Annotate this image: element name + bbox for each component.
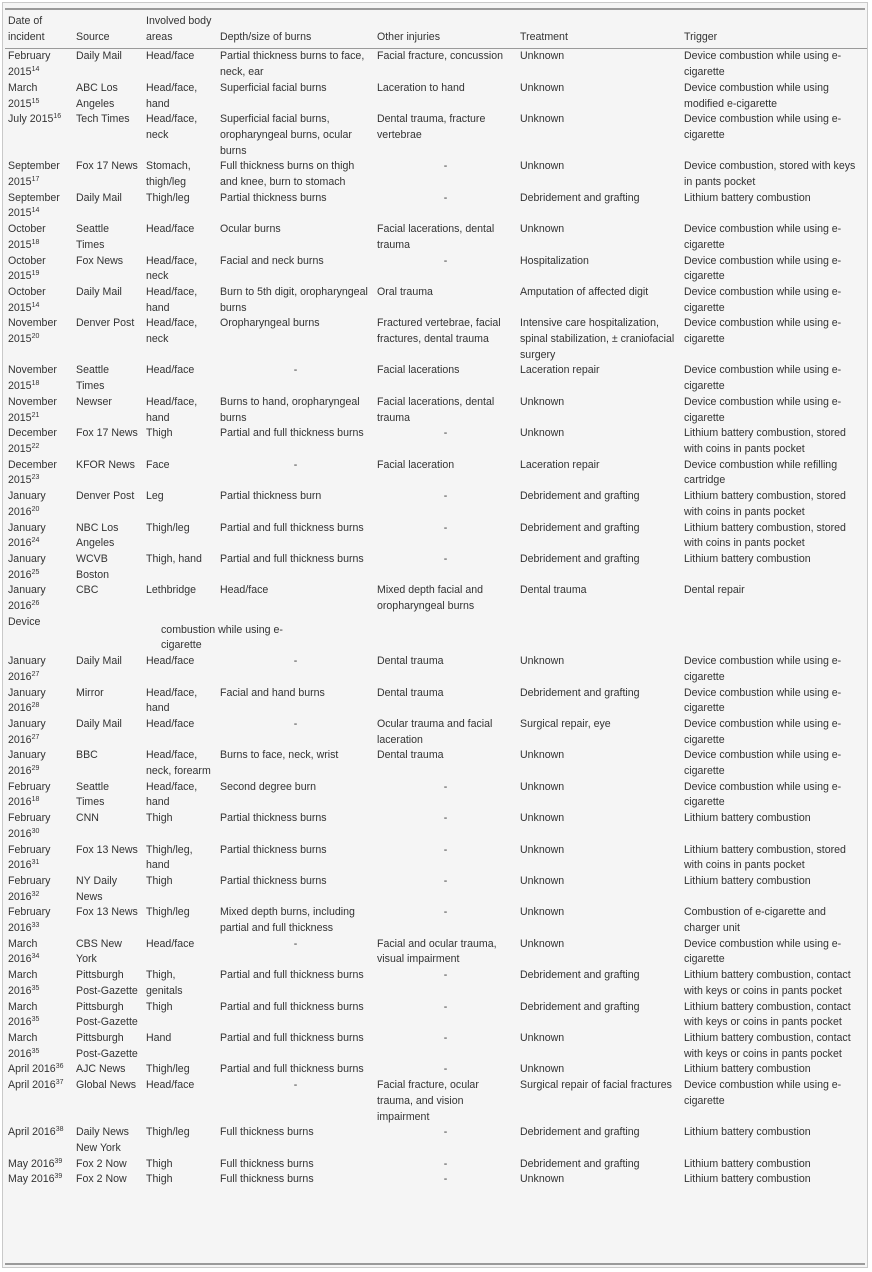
cell-source: CBC: [76, 584, 99, 597]
table-row: [5, 583, 867, 614]
cell-date: July 2015$^{16}$: [8, 113, 62, 126]
table-row: [5, 843, 867, 874]
cell-date: February 2016$^{30}$: [8, 812, 51, 840]
cell-burns: Partial thickness burns: [220, 191, 327, 204]
cell-source: Denver Post: [76, 490, 135, 503]
cell-date: May 2016$^{39}$: [8, 1173, 63, 1186]
cell-treatment: Debridement and grafting: [520, 552, 640, 565]
cell-burns: Full thickness burns: [220, 1126, 314, 1139]
cell-body-areas: Head/face, hand: [146, 780, 198, 809]
table-row: [5, 780, 867, 811]
cell-trigger: Lithium battery combustion: [684, 1173, 811, 1186]
table-row-continuation: [5, 615, 867, 654]
cell-burns: -: [293, 458, 298, 471]
cell-treatment: Surgical repair, eye: [520, 717, 611, 730]
cell-source: Fox 2 Now: [76, 1173, 127, 1186]
table-row: [5, 1062, 867, 1078]
table-body-a: [5, 49, 867, 583]
cell-trigger: Lithium battery combustion: [684, 874, 811, 887]
cell-body-areas: Head/face: [146, 655, 195, 668]
cell-other-injuries: Facial lacerations, dental trauma: [377, 223, 495, 251]
cell-date: February 2015$^{14}$: [8, 50, 51, 79]
cell-trigger: Device combustion while using e-cigarette: [684, 717, 842, 746]
table-container: [5, 8, 865, 1265]
cell-treatment: Debridement and grafting: [520, 969, 640, 982]
cell-treatment: Amputation of affected digit: [520, 285, 649, 298]
cell-other-injuries: -: [443, 1157, 448, 1170]
table-row: [5, 191, 867, 222]
cell-burns: Oropharyngeal burns: [220, 317, 320, 330]
cell-body-areas: Head/face, neck: [146, 317, 198, 346]
cell-burns: Partial thickness burns: [220, 812, 327, 825]
cell-trigger: Device combustion, stored with keys in pants pocket: [684, 160, 856, 189]
cell-burns: -: [293, 655, 298, 668]
cell-burns: Partial thickness burns: [220, 843, 327, 856]
cell-other-injuries: Dental trauma: [377, 686, 444, 699]
cell-date: March 2016$^{35}$: [8, 1032, 40, 1060]
cell-other-injuries: Fractured vertebrae, facial fractures, dental trauma: [377, 317, 501, 346]
cell-treatment: Unknown: [520, 906, 565, 919]
cell-treatment: Unknown: [520, 749, 565, 762]
cell-burns: -: [293, 717, 298, 730]
cell-source: ABC Los Angeles: [76, 81, 118, 110]
table-row: [5, 81, 867, 112]
cell-burns: Burn to 5th digit, oropharyngeal burns: [220, 285, 368, 314]
cell-source: Daily Mail: [76, 717, 122, 730]
cell-other-injuries: -: [443, 490, 448, 503]
cell-body-areas: Head/face: [146, 50, 195, 63]
cell-date: March 2016$^{35}$: [8, 1000, 40, 1029]
cell-trigger: Device combustion while using e-cigarette: [684, 1079, 842, 1107]
cell-trigger: Device combustion while using e-cigarette: [684, 364, 842, 393]
cell-body-areas: Thigh/leg, hand: [146, 843, 193, 872]
cell-date: December 2015$^{22}$: [8, 427, 57, 455]
cell-body-areas: Head/face, neck, forearm: [146, 749, 211, 778]
table-row: [5, 686, 867, 717]
cell-trigger: Lithium battery combustion: [684, 1063, 811, 1076]
cell-treatment: Unknown: [520, 843, 565, 856]
cell-treatment: Debridement and grafting: [520, 686, 640, 699]
cell-trigger: Combustion of e-cigarette and charger unit: [684, 906, 826, 935]
cell-treatment: Unknown: [520, 50, 565, 63]
cell-burns: Partial and full thickness burns: [220, 521, 364, 534]
cell-source: Fox News: [76, 254, 124, 267]
cell-body-areas: Head/face, hand: [146, 81, 198, 110]
cell-treatment: Debridement and grafting: [520, 490, 640, 503]
cell-burns: Burns to face, neck, wrist: [220, 749, 339, 762]
cell-treatment: Debridement and grafting: [520, 1000, 640, 1013]
cell-source: Mirror: [76, 686, 104, 699]
cell-treatment: Laceration repair: [520, 364, 600, 377]
cell-treatment: Unknown: [520, 395, 565, 408]
cell-body-areas: Thigh: [146, 427, 173, 440]
cell-source: Fox 17 News: [76, 427, 138, 440]
cell-burns: Ocular burns: [220, 223, 281, 236]
cell-treatment: Debridement and grafting: [520, 1126, 640, 1139]
cell-trigger: Device combustion while using e-cigarette: [684, 395, 842, 424]
cell-body-areas: Leg: [146, 490, 164, 503]
cell-trigger: Device combustion while using e-cigarette: [684, 780, 842, 809]
cell-trigger: Device combustion while using e-cigarette: [684, 50, 842, 79]
cell-body-areas: Head/face: [146, 1079, 195, 1092]
cell-body-areas: Head/face: [146, 364, 195, 377]
cell-date: April 2016$^{38}$: [8, 1126, 64, 1139]
cell-other-injuries: Mixed depth facial and oropharyngeal burns: [377, 584, 484, 613]
cell-source: NBC Los Angeles: [76, 521, 119, 550]
cell-body-areas: Thigh, genitals: [146, 969, 183, 997]
cell-date: March 2016$^{35}$: [8, 969, 40, 997]
cell-body-areas: Thigh/leg: [146, 521, 190, 534]
cell-continuation-label: Device: [8, 615, 41, 628]
table-row: [5, 905, 867, 936]
cell-burns: Head/face: [220, 584, 269, 597]
cell-other-injuries: Facial fracture, ocular trauma, and vision impairment: [377, 1079, 479, 1123]
cell-trigger: Lithium battery combustion, stored with coins in pants pocket: [684, 490, 846, 518]
cell-body-areas: Thigh: [146, 812, 173, 825]
table-row: [5, 159, 867, 190]
table-row: [5, 521, 867, 552]
cell-other-injuries: Facial lacerations: [377, 364, 460, 377]
table-row: [5, 937, 867, 968]
cell-other-injuries: Dental trauma, fracture vertebrae: [377, 113, 486, 141]
cell-date: January 2016$^{20}$: [8, 490, 46, 518]
cell-burns: Partial thickness burns: [220, 874, 327, 887]
header-treatment: Treatment: [517, 10, 681, 49]
table-row: [5, 458, 867, 489]
cell-trigger: Lithium battery combustion: [684, 552, 811, 565]
header-body-areas: Involved body areas: [143, 10, 217, 49]
cell-body-areas: Hand: [146, 1032, 172, 1044]
cell-treatment: Unknown: [520, 937, 565, 950]
cell-trigger: Lithium battery combustion: [684, 812, 811, 825]
cell-source: Seattle Times: [76, 223, 109, 251]
cell-source: Daily Mail: [76, 655, 122, 668]
cell-trigger: Device combustion while using e-cigarette: [684, 749, 842, 778]
cell-other-injuries: -: [443, 780, 448, 793]
cell-date: January 2016$^{24}$: [8, 521, 46, 550]
cell-source: Daily Mail: [76, 50, 122, 63]
header-row: [5, 10, 867, 49]
cell-trigger: Device combustion while using modified e-cigarette: [684, 81, 829, 110]
cell-other-injuries: Facial lacerations, dental trauma: [377, 395, 495, 424]
cell-date: September 2015$^{17}$: [8, 160, 60, 189]
cell-treatment: Debridement and grafting: [520, 521, 640, 534]
cell-burns: -: [293, 937, 298, 950]
cell-date: March 2016$^{34}$: [8, 937, 40, 966]
cell-source: Tech Times: [76, 113, 130, 126]
table-body-b: [5, 654, 867, 1188]
cell-trigger: Device combustion while using e-cigarette: [684, 655, 842, 683]
table-row: [5, 426, 867, 457]
cell-other-injuries: -: [443, 1173, 448, 1186]
cell-other-injuries: Dental trauma: [377, 749, 444, 762]
cell-body-areas: Stomach, thigh/leg: [146, 160, 191, 189]
cell-treatment: Intensive care hospitalization, spinal stabilization, ± craniofacial surgery: [520, 317, 675, 361]
cell-other-injuries: -: [443, 1032, 448, 1044]
cell-source: BBC: [76, 749, 98, 762]
table-row: [5, 363, 867, 394]
cell-burns: Partial and full thickness burns: [220, 552, 364, 565]
cell-body-areas: Face: [146, 458, 170, 471]
cell-trigger: Lithium battery combustion: [684, 1126, 811, 1139]
cell-date: January 2016$^{25}$: [8, 552, 46, 581]
cell-body-areas: Head/face: [146, 223, 195, 236]
cell-date: January 2016$^{26}$: [8, 584, 46, 613]
cell-burns: Full thickness burns on thigh and knee, burn to stomach: [220, 160, 355, 189]
header-date: Date of incident: [5, 10, 73, 49]
cell-treatment: Surgical repair of facial fractures: [520, 1079, 672, 1092]
cell-body-areas: Thigh/leg: [146, 1063, 190, 1076]
cell-other-injuries: Oral trauma: [377, 285, 433, 298]
cell-body-areas: Lethbridge: [146, 584, 197, 597]
cell-date: January 2016$^{27}$: [8, 655, 46, 683]
cell-source: Fox 13 News: [76, 906, 138, 919]
cell-trigger: Lithium battery combustion, stored with coins in pants pocket: [684, 843, 846, 872]
cell-burns: Partial and full thickness burns: [220, 1063, 364, 1076]
cell-trigger: Device combustion while using e-cigarette: [684, 285, 842, 314]
bottom-rule: [5, 1263, 865, 1265]
cell-trigger: Device combustion while using e-cigarette: [684, 113, 842, 141]
cell-source: KFOR News: [76, 458, 135, 471]
table-row: [5, 1000, 867, 1031]
cell-burns: Partial and full thickness burns: [220, 427, 364, 440]
cell-burns: Facial and neck burns: [220, 254, 324, 267]
cell-continuation-text: combustion while using e-cigarette: [161, 623, 283, 652]
cell-source: Fox 13 News: [76, 843, 138, 856]
cell-source: CBS New York: [76, 937, 122, 966]
cell-other-injuries: -: [443, 1126, 448, 1139]
cell-trigger: Lithium battery combustion: [684, 191, 811, 204]
table-body-cbc: [5, 583, 867, 654]
cell-source: CNN: [76, 812, 99, 825]
cell-source: Pittsburgh Post-Gazette: [76, 1000, 138, 1029]
cell-other-injuries: -: [443, 160, 448, 173]
cell-other-injuries: Facial and ocular trauma, visual impairment: [377, 937, 497, 966]
cell-treatment: Unknown: [520, 113, 565, 126]
table-row: [5, 1125, 867, 1156]
cell-other-injuries: -: [443, 552, 448, 565]
cell-body-areas: Head/face, hand: [146, 395, 198, 424]
cell-trigger: Lithium battery combustion, stored with coins in pants pocket: [684, 427, 846, 455]
cell-treatment: Unknown: [520, 780, 565, 793]
cell-treatment: Unknown: [520, 812, 565, 825]
cell-body-areas: Head/face: [146, 717, 195, 730]
table-row: [5, 874, 867, 905]
cell-other-injuries: -: [443, 1000, 448, 1013]
cell-other-injuries: -: [443, 191, 448, 204]
cell-trigger: Device combustion while using e-cigarette: [684, 317, 842, 346]
table-row: [5, 1031, 867, 1062]
cell-source: Seattle Times: [76, 780, 109, 809]
cell-other-injuries: Facial laceration: [377, 458, 455, 471]
table-row: [5, 49, 867, 81]
cell-date: November 2015$^{20}$: [8, 317, 57, 346]
table-row: [5, 254, 867, 285]
cell-date: October 2015$^{18}$: [8, 223, 46, 251]
cell-date: September 2015$^{14}$: [8, 191, 60, 220]
cell-other-injuries: Facial fracture, concussion: [377, 50, 504, 63]
cell-source: Daily Mail: [76, 191, 122, 204]
cell-date: November 2015$^{18}$: [8, 364, 57, 393]
cell-treatment: Debridement and grafting: [520, 191, 640, 204]
cell-burns: Second degree burn: [220, 780, 317, 793]
cell-burns: Superficial facial burns: [220, 81, 327, 94]
cell-treatment: Dental trauma: [520, 584, 587, 597]
cell-body-areas: Head/face: [146, 937, 195, 950]
cell-other-injuries: -: [443, 254, 448, 267]
table-row: [5, 748, 867, 779]
cell-source: Newser: [76, 395, 112, 408]
cell-treatment: Unknown: [520, 1032, 565, 1044]
cell-source: Seattle Times: [76, 364, 109, 393]
cell-other-injuries: Dental trauma: [377, 655, 444, 668]
cell-burns: Partial and full thickness burns: [220, 969, 364, 982]
cell-burns: Partial thickness burn: [220, 490, 322, 503]
cell-source: Fox 2 Now: [76, 1157, 127, 1170]
cell-other-injuries: -: [443, 874, 448, 887]
table-row: [5, 811, 867, 842]
cell-date: January 2016$^{28}$: [8, 686, 46, 715]
table-row: [5, 489, 867, 520]
cell-date: February 2016$^{32}$: [8, 874, 51, 903]
cell-other-injuries: Ocular trauma and facial laceration: [377, 717, 493, 746]
cell-date: April 2016$^{37}$: [8, 1079, 64, 1092]
cell-source: Daily News New York: [76, 1126, 129, 1154]
cell-source: Fox 17 News: [76, 160, 138, 173]
cell-treatment: Laceration repair: [520, 458, 600, 471]
cell-trigger: Dental repair: [684, 584, 745, 597]
table-row: [5, 395, 867, 426]
cell-burns: Partial and full thickness burns: [220, 1000, 364, 1013]
cell-body-areas: Thigh/leg: [146, 191, 190, 204]
cell-other-injuries: Laceration to hand: [377, 81, 465, 94]
cell-burns: Mixed depth burns, including partial and full thickness: [220, 906, 355, 935]
cell-date: January 2016$^{27}$: [8, 717, 46, 746]
cell-other-injuries: -: [443, 812, 448, 825]
cell-burns: Full thickness burns: [220, 1157, 314, 1170]
cell-other-injuries: -: [443, 427, 448, 440]
cell-source: AJC News: [76, 1063, 126, 1076]
cell-body-areas: Thigh/leg: [146, 1126, 190, 1139]
cell-date: February 2016$^{18}$: [8, 780, 51, 809]
table-row: [5, 968, 867, 999]
cell-treatment: Unknown: [520, 1063, 565, 1076]
cell-treatment: Unknown: [520, 427, 565, 440]
cell-burns: Burns to hand, oropharyngeal burns: [220, 395, 360, 424]
cell-treatment: Unknown: [520, 655, 565, 668]
cell-date: October 2015$^{19}$: [8, 254, 46, 283]
cell-date: May 2016$^{39}$: [8, 1157, 63, 1170]
cell-other-injuries: -: [443, 521, 448, 534]
cell-treatment: Unknown: [520, 81, 565, 94]
cell-burns: Partial and full thickness burns: [220, 1032, 364, 1044]
cell-trigger: Device combustion while using e-cigarette: [684, 686, 842, 715]
cell-body-areas: Head/face, neck: [146, 254, 198, 283]
cell-date: April 2016$^{36}$: [8, 1063, 64, 1076]
table-row: [5, 1078, 867, 1125]
cell-treatment: Unknown: [520, 874, 565, 887]
cell-trigger: Device combustion while using e-cigarette: [684, 254, 842, 283]
header-other-injuries: Other injuries: [374, 10, 517, 49]
cell-date: November 2015$^{21}$: [8, 395, 57, 424]
header-trigger: Trigger: [681, 10, 867, 49]
table-row: [5, 112, 867, 159]
cell-burns: Partial thickness burns to face, neck, ear: [220, 50, 365, 79]
cell-date: January 2016$^{29}$: [8, 749, 46, 778]
cell-trigger: Lithium battery combustion, contact with keys or coins in pants pocket: [684, 969, 851, 997]
cell-treatment: Unknown: [520, 223, 565, 236]
cell-other-injuries: -: [443, 1063, 448, 1076]
cell-treatment: Unknown: [520, 160, 565, 173]
cell-source: Pittsburgh Post-Gazette: [76, 1032, 138, 1060]
cell-other-injuries: -: [443, 906, 448, 919]
table-row: [5, 222, 867, 253]
cell-burns: Facial and hand burns: [220, 686, 325, 699]
cell-trigger: Device combustion while refilling cartridge: [684, 458, 838, 487]
cell-burns: Superficial facial burns, oropharyngeal burns, ocular burns: [220, 113, 352, 157]
table-row: [5, 552, 867, 583]
cell-trigger: Device combustion while using e-cigarette: [684, 937, 842, 966]
cell-body-areas: Head/face, neck: [146, 113, 198, 141]
table-row: [5, 654, 867, 685]
cell-date: October 2015$^{14}$: [8, 285, 46, 314]
table-row: [5, 285, 867, 316]
cell-trigger: Lithium battery combustion, stored with coins in pants pocket: [684, 521, 846, 550]
header-burns: Depth/size of burns: [217, 10, 374, 49]
cell-date: March 2015$^{15}$: [8, 81, 40, 110]
cell-source: NY Daily News: [76, 874, 118, 903]
cell-date: February 2016$^{33}$: [8, 906, 51, 935]
cell-treatment: Debridement and grafting: [520, 1157, 640, 1170]
cell-source: Daily Mail: [76, 285, 122, 298]
table-frame: [2, 2, 868, 1268]
cell-body-areas: Thigh: [146, 1000, 173, 1013]
cell-source: Pittsburgh Post-Gazette: [76, 969, 138, 997]
cell-body-areas: Thigh: [146, 1173, 173, 1186]
cell-body-areas: Thigh: [146, 1157, 173, 1170]
cell-source: Denver Post: [76, 317, 135, 330]
cell-burns: -: [293, 1079, 298, 1092]
cell-other-injuries: -: [443, 843, 448, 856]
cell-body-areas: Head/face, hand: [146, 285, 198, 314]
cell-treatment: Hospitalization: [520, 254, 589, 267]
cell-source: WCVB Boston: [76, 552, 109, 581]
cell-treatment: Unknown: [520, 1173, 565, 1186]
cell-body-areas: Thigh, hand: [146, 552, 202, 565]
cell-body-areas: Head/face, hand: [146, 686, 198, 715]
cell-source: Global News: [76, 1079, 137, 1092]
cell-date: December 2015$^{23}$: [8, 458, 57, 487]
table-row: [5, 717, 867, 748]
cell-burns: -: [293, 364, 298, 377]
table-row: [5, 316, 867, 363]
cell-burns: Full thickness burns: [220, 1173, 314, 1186]
cell-body-areas: Thigh/leg: [146, 906, 190, 919]
header-source: Source: [73, 10, 143, 49]
cell-trigger: Lithium battery combustion, contact with keys or coins in pants pocket: [684, 1000, 851, 1029]
cell-trigger: Lithium battery combustion, contact with keys or coins in pants pocket: [684, 1032, 851, 1060]
cell-body-areas: Thigh: [146, 874, 173, 887]
table-row: [5, 1157, 867, 1173]
cell-trigger: Device combustion while using e-cigarette: [684, 223, 842, 251]
cell-date: February 2016$^{31}$: [8, 843, 51, 872]
table-row: [5, 1172, 867, 1188]
injury-table: [5, 10, 867, 1188]
cell-other-injuries: -: [443, 969, 448, 982]
cell-trigger: Lithium battery combustion: [684, 1157, 811, 1170]
